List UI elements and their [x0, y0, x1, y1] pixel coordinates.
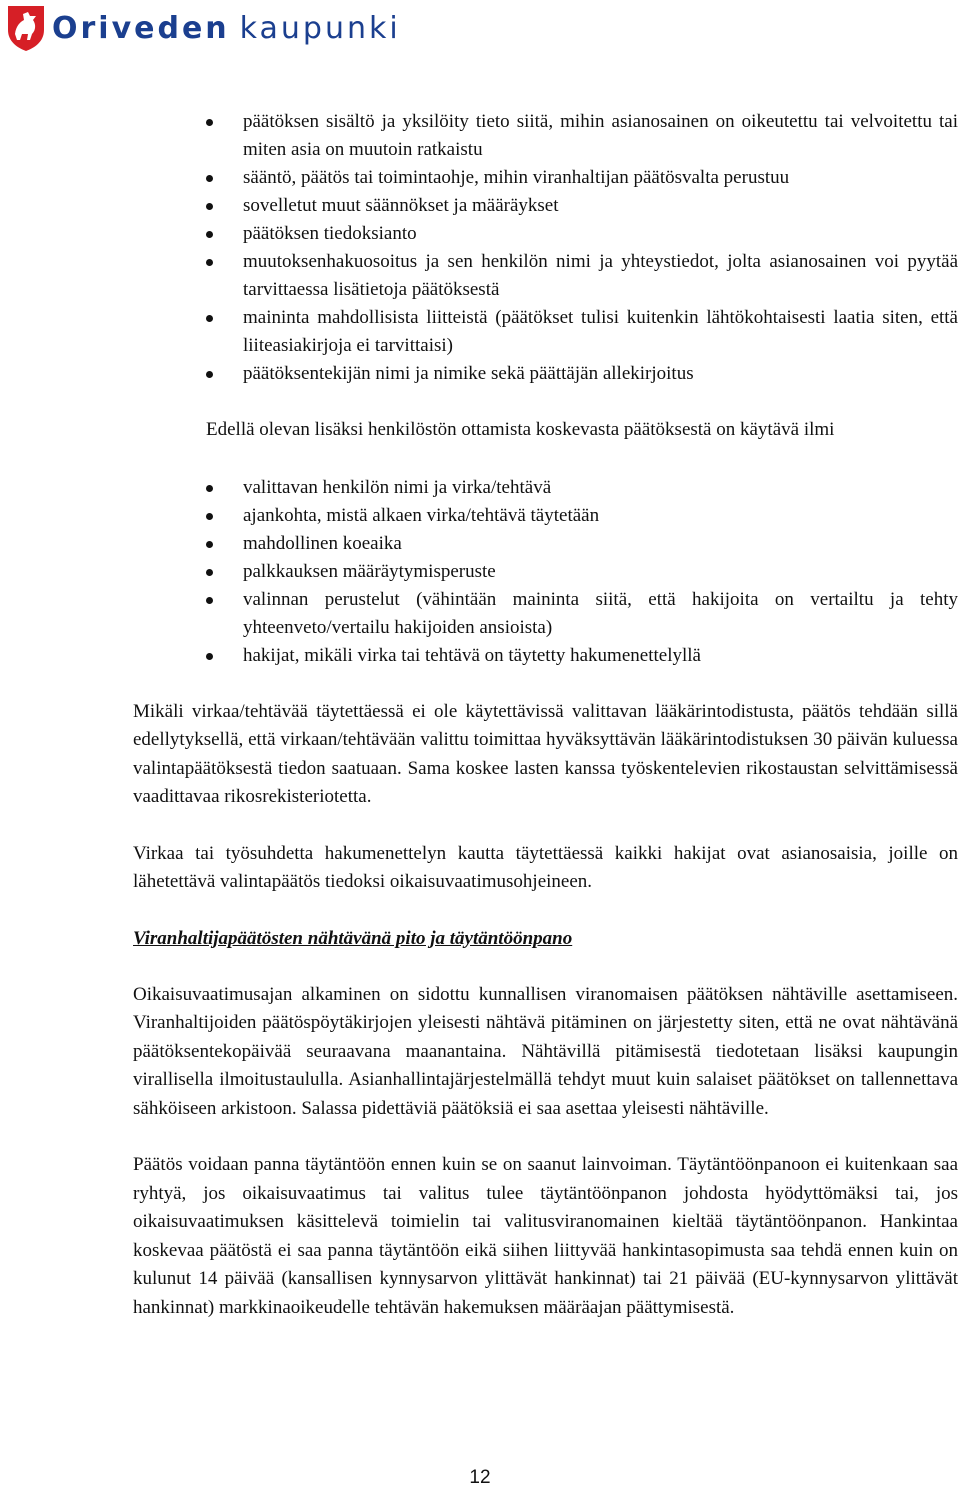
section-heading: Viranhaltijapäätösten nähtävänä pito ja täytäntöönpano — [133, 927, 573, 949]
list-item: valinnan perustelut (vähintään maininta siitä, että hakijoita on vertailtu ja tehty yhteenveto/vertailu hakijoiden ansioista) — [243, 586, 958, 642]
decision-contents-list — [133, 108, 958, 388]
body-paragraph: Päätös voidaan panna täytäntöön ennen kuin se on saanut lainvoiman. Täytäntöönpanoon ei kuitenkaan saa ryhtyä, jos oikaisuvaatimus tai valitus tulee täytäntöönpanon johdosta hyödyttömäksi tai, jos oikaisuvaatimuksen käsittelevä toimielin tai valitusviranomainen kieltää täytäntöönpanon. Hankintaa koskevaa päätöstä ei saa panna täytäntöön eikä siihen liittyvää hankintasopimusta saa tehdä ennen kuin on kulunut 14 päivää (kansallisen kynnysarvon ylittävät hankinnat) tai 21 päivää (EU-kynnysarvon ylittävät hankinnat) markkinaoikeudelle tehtävän hakemuksen määräajan päättymisestä. — [133, 1154, 958, 1318]
list-item: muutoksenhakuosoitus ja sen henkilön nimi ja yhteystiedot, jolta asianosainen voi pyytää tarvittaessa lisätietoja päätöksestä — [243, 248, 958, 304]
logo-brand-text: Oriveden — [52, 11, 230, 46]
page-header — [0, 0, 960, 60]
list-item: ajankohta, mistä alkaen virka/tehtävä täytetään — [243, 502, 958, 530]
body-paragraph: Virkaa tai työsuhdetta hakumenettelyn kautta täytettäessä kaikki hakijat ovat asianosaisia, joille on lähetettävä valintapäätös tiedoksi oikaisuvaatimusohjeineen. — [133, 842, 958, 892]
list-item: hakijat, mikäli virka tai tehtävä on täytetty hakumenettelyllä — [243, 642, 958, 670]
document-body — [133, 108, 958, 1322]
list-item: palkkauksen määräytymisperuste — [243, 558, 958, 586]
list-item: sovelletut muut säännökset ja määräykset — [243, 192, 958, 220]
logo-brand-suffix: kaupunki — [239, 11, 401, 46]
page-number: 12 — [469, 1467, 491, 1488]
list-item: päätöksen tiedoksianto — [243, 220, 958, 248]
list-item: maininta mahdollisista liitteistä (päätökset tulisi kuitenkin lähtökohtaisesti laatia siten, että liiteasiakirjoja ei tarvittaisi) — [243, 304, 958, 360]
list-item: sääntö, päätös tai toimintaohje, mihin viranhaltijan päätösvalta perustuu — [243, 164, 958, 192]
body-paragraph: Mikäli virkaa/tehtävää täytettäessä ei ole käytettävissä valittavan lääkärintodistusta, päätös tehdään sillä edellytyksellä, että virkaan/tehtävään valittu toimittaa hyväksyttävän lääkärintodistuksen 30 päivän kuluessa valintapäätöksestä tiedon saatuaan. Sama koskee lasten kanssa työskentelevien rikostaustan selvittämisessä vaadittavaa rikosrekisteriotetta. — [133, 700, 958, 807]
body-paragraph: Oikaisuvaatimusajan alkaminen on sidottu kunnallisen viranomaisen päätöksen nähtäville asettamiseen. Viranhaltijoiden päätöspöytäkirjojen yleisesti nähtävä pitäminen on järjestetty siten, että ne ovat nähtävänä päätöksentekopäivää seuraavana maanantaina. Nähtävillä pitämisestä tiedotetaan lisäksi kaupungin virallisella ilmoitustaululla. Asianhallintajärjestelmällä tehdyt muut kuin salaiset päätökset on tallennettava sähköiseen arkistoon. Salassa pidettäviä päätöksiä ei saa asettaa yleisesti nähtäville. — [133, 983, 958, 1119]
town-crest-icon — [6, 4, 46, 52]
intro-paragraph: Edellä olevan lisäksi henkilöstön ottamista koskevasta päätöksestä on käytävä ilmi — [206, 419, 835, 440]
list-item: mahdollinen koeaika — [243, 530, 958, 558]
list-item: päätöksen sisältö ja yksilöity tieto siitä, mihin asianosainen on oikeutettu tai velvoitettu tai miten asia on muutoin ratkaistu — [243, 108, 958, 164]
logo-wordmark — [52, 12, 401, 46]
hiring-decision-list — [133, 474, 958, 670]
list-item: valittavan henkilön nimi ja virka/tehtävä — [243, 474, 958, 502]
list-item: päätöksentekijän nimi ja nimike sekä päättäjän allekirjoitus — [243, 360, 958, 388]
